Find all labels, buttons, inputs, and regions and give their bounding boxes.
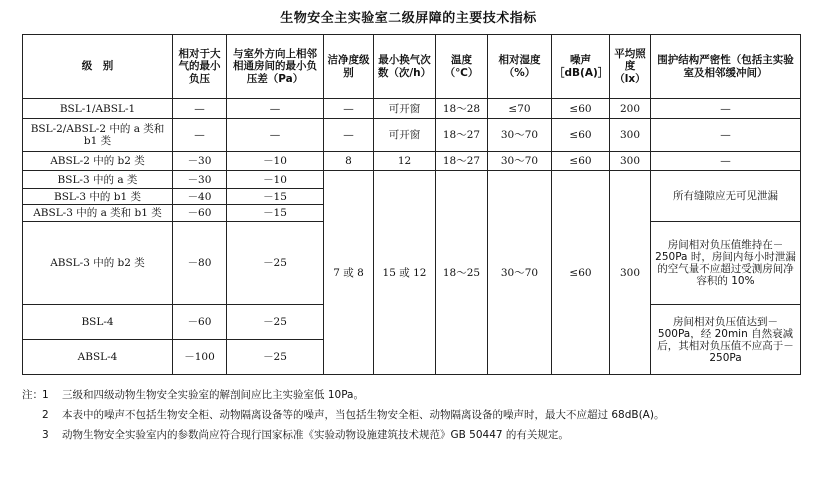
cell-neg-atm: －30	[173, 171, 227, 189]
cell-rh: 30～70	[488, 152, 552, 171]
note-item	[22, 405, 802, 425]
cell-rh: 30～70	[488, 119, 552, 152]
cell-ach: 可开窗	[374, 99, 436, 119]
cell-clean: —	[324, 119, 374, 152]
header-rh: 相对湿度（%）	[488, 35, 552, 99]
cell-clean-merged: 7 或 8	[324, 171, 374, 375]
table-row	[23, 99, 801, 119]
cell-clean: 8	[324, 152, 374, 171]
cell-neg-atm: －60	[173, 205, 227, 222]
cell-noise: ≤60	[552, 152, 610, 171]
note-text: 三级和四级动物生物安全实验室的解剖间应比主实验室低 10Pa。	[62, 389, 364, 401]
cell-neg-adj: －10	[227, 171, 324, 189]
table-row	[23, 119, 801, 152]
cell-protect-b: 房间相对负压值维持在－250Pa 时，房间内每小时泄漏的空气量不应超过受测房间净容积的 10%	[651, 222, 801, 305]
notes-lead: 注：	[22, 389, 43, 401]
cell-rh: ≤70	[488, 99, 552, 119]
cell-protect: —	[651, 99, 801, 119]
cell-illum: 300	[610, 119, 651, 152]
cell-level: BSL-3 中的 b1 类	[23, 189, 173, 205]
cell-level: BSL-2/ABSL-2 中的 a 类和 b1 类	[23, 119, 173, 152]
cell-temp: 18～27	[436, 119, 488, 152]
cell-protect: —	[651, 152, 801, 171]
note-text: 动物生物安全实验室内的参数尚应符合现行国家标准《实验动物设施建筑技术规范》GB 50447 的有关规定。	[62, 429, 569, 441]
cell-neg-atm: —	[173, 99, 227, 119]
cell-ach-merged: 15 或 12	[374, 171, 436, 375]
cell-illum: 300	[610, 152, 651, 171]
note-number: 1	[42, 389, 49, 401]
table-title: 生物安全主实验室二级屏障的主要技术指标	[280, 11, 537, 26]
cell-neg-adj: —	[227, 119, 324, 152]
cell-neg-adj: －25	[227, 340, 324, 375]
cell-neg-atm: －40	[173, 189, 227, 205]
cell-noise-merged: ≤60	[552, 171, 610, 375]
cell-illum: 200	[610, 99, 651, 119]
cell-protect-c: 房间相对负压值达到－500Pa，经 20min 自然衰减后，其相对负压值不应高于－250Pa	[651, 305, 801, 375]
cell-neg-adj: －15	[227, 205, 324, 222]
notes-section	[22, 385, 802, 445]
cell-level: ABSL-3 中的 b2 类	[23, 222, 173, 305]
header-neg-adj: 与室外方向上相邻相通房间的最小负压差（Pa）	[227, 35, 324, 99]
cell-temp-merged: 18～25	[436, 171, 488, 375]
cell-neg-adj: －25	[227, 305, 324, 340]
cell-neg-adj: －10	[227, 152, 324, 171]
cell-neg-atm: －100	[173, 340, 227, 375]
cell-level: ABSL-3 中的 a 类和 b1 类	[23, 205, 173, 222]
note-item	[22, 385, 802, 405]
header-temp: 温度（℃）	[436, 35, 488, 99]
note-number: 2	[42, 409, 49, 421]
header-ach: 最小换气次数（次/h）	[374, 35, 436, 99]
cell-level: BSL-4	[23, 305, 173, 340]
cell-temp: 18～27	[436, 152, 488, 171]
cell-neg-atm: －60	[173, 305, 227, 340]
cell-clean: —	[324, 99, 374, 119]
table-row	[23, 171, 801, 189]
header-neg-atm: 相对于大气的最小负压	[173, 35, 227, 99]
cell-ach: 可开窗	[374, 119, 436, 152]
note-text: 本表中的噪声不包括生物安全柜、动物隔离设备等的噪声，当包括生物安全柜、动物隔离设备的噪声时，最大不应超过 68dB(A)。	[62, 409, 665, 421]
header-noise: 噪声［dB(A)］	[552, 35, 610, 99]
cell-noise: ≤60	[552, 119, 610, 152]
header-level: 级 别	[23, 35, 173, 99]
cell-neg-atm: －30	[173, 152, 227, 171]
cell-level: ABSL-4	[23, 340, 173, 375]
header-row	[23, 35, 801, 99]
header-clean: 洁净度级别	[324, 35, 374, 99]
cell-neg-adj: －25	[227, 222, 324, 305]
note-number: 3	[42, 429, 49, 441]
cell-level: BSL-3 中的 a 类	[23, 171, 173, 189]
cell-illum-merged: 300	[610, 171, 651, 375]
header-protect: 围护结构严密性（包括主实验室及相邻缓冲间）	[651, 35, 801, 99]
cell-rh-merged: 30～70	[488, 171, 552, 375]
note-item	[22, 425, 802, 445]
cell-level: BSL-1/ABSL-1	[23, 99, 173, 119]
cell-level: ABSL-2 中的 b2 类	[23, 152, 173, 171]
cell-noise: ≤60	[552, 99, 610, 119]
cell-protect: —	[651, 119, 801, 152]
cell-neg-adj: －15	[227, 189, 324, 205]
spec-table	[22, 34, 801, 375]
cell-temp: 18～28	[436, 99, 488, 119]
cell-neg-adj: —	[227, 99, 324, 119]
cell-ach: 12	[374, 152, 436, 171]
header-illum: 平均照度（lx）	[610, 35, 651, 99]
cell-protect-a: 所有缝隙应无可见泄漏	[651, 171, 801, 222]
cell-neg-atm: －80	[173, 222, 227, 305]
cell-neg-atm: —	[173, 119, 227, 152]
table-row	[23, 152, 801, 171]
